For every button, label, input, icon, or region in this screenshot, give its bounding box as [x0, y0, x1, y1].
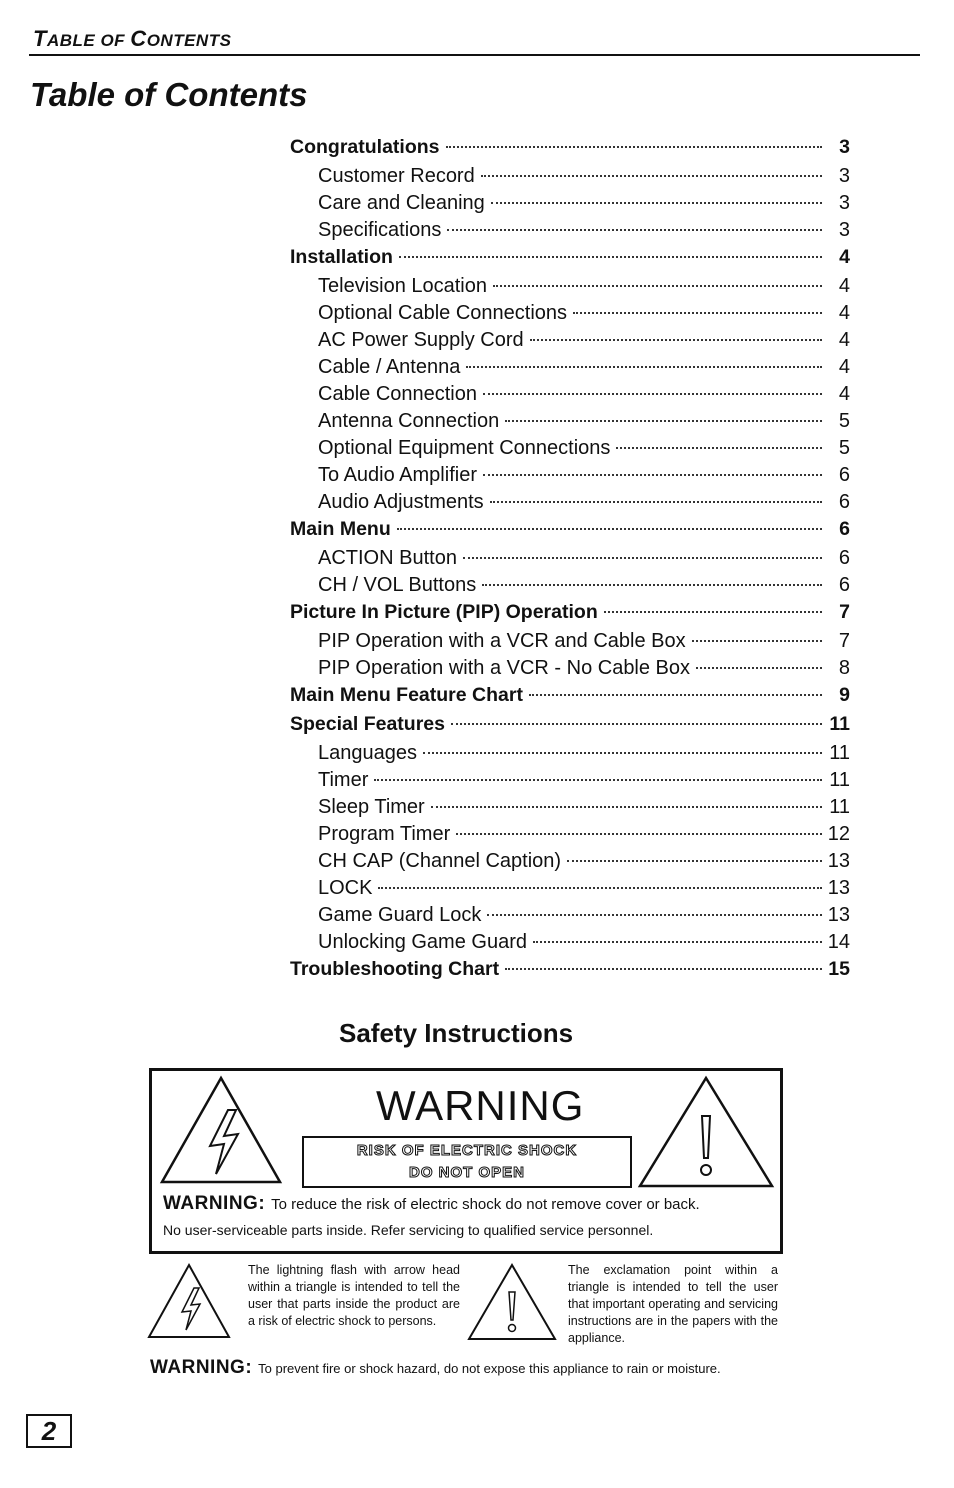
toc-entry-page: 3 — [838, 192, 850, 214]
running-header — [33, 26, 231, 52]
toc-entry — [290, 850, 850, 877]
lightning-note: The lightning flash with arrow head within a triangle is intended to tell the user that parts inside the product are a risk of electric shock to persons. — [248, 1263, 460, 1328]
toc-leader-dots — [493, 285, 822, 287]
toc-entry — [290, 742, 850, 769]
exclamation-note: The exclamation point within a triangle is intended to tell the user that important operating and servicing instructions are in the papers with the appliance. — [568, 1263, 778, 1345]
toc-leader-dots — [378, 887, 821, 889]
toc-leader-dots — [451, 723, 822, 725]
toc-entry — [290, 219, 850, 246]
toc-entry-title: Cable Connection — [318, 383, 477, 405]
toc-entry-title: Timer — [318, 769, 369, 791]
toc-entry-title: Main Menu Feature Chart — [290, 684, 523, 706]
toc-leader-dots — [530, 339, 822, 341]
toc-leader-dots — [696, 667, 822, 669]
toc-leader-dots — [604, 611, 822, 613]
toc-entry-page: 6 — [838, 574, 850, 596]
toc-leader-dots — [463, 557, 822, 559]
toc-leader-dots — [490, 501, 822, 503]
toc-entry — [290, 410, 850, 437]
toc-entry-title: Installation — [290, 246, 393, 268]
exclamation-triangle-icon — [636, 1074, 776, 1190]
toc-leader-dots — [567, 860, 822, 862]
toc-entry-page: 6 — [838, 464, 850, 486]
toc-leader-dots — [482, 584, 822, 586]
toc-entry — [290, 165, 850, 192]
toc-entry — [290, 437, 850, 464]
toc-entry-page: 4 — [838, 329, 850, 351]
toc-entry — [290, 630, 850, 657]
header-rest-1: ABLE OF — [46, 31, 131, 50]
toc-entry-title: Languages — [318, 742, 417, 764]
warning-text-2: No user-serviceable parts inside. Refer servicing to qualified service personnel. — [163, 1222, 654, 1238]
toc-entry-title: Picture In Picture (PIP) Operation — [290, 601, 598, 623]
toc-leader-dots — [616, 447, 822, 449]
header-cap-1: T — [33, 26, 47, 51]
toc-entry-page: 11 — [829, 742, 850, 764]
toc-entry-title: Care and Cleaning — [318, 192, 485, 214]
toc-leader-dots — [397, 528, 822, 530]
toc-entry-page: 13 — [827, 904, 850, 926]
toc-entry-title: Special Features — [290, 713, 445, 735]
toc-leader-dots — [529, 694, 822, 696]
toc-entry-title: ACTION Button — [318, 547, 457, 569]
toc-leader-dots — [456, 833, 822, 835]
header-cap-2: C — [130, 26, 147, 51]
toc-leader-dots — [447, 229, 822, 231]
bottom-warning — [150, 1357, 721, 1379]
toc-entry — [290, 574, 850, 601]
toc-leader-dots — [483, 474, 822, 476]
toc-entry-title: Television Location — [318, 275, 487, 297]
toc-leader-dots — [533, 941, 822, 943]
page-number: 2 — [26, 1414, 72, 1448]
toc-entry — [290, 383, 850, 410]
toc-entry — [290, 684, 850, 713]
toc-entry-title: Cable / Antenna — [318, 356, 461, 378]
toc-entry-page: 3 — [839, 136, 850, 158]
toc-entry — [290, 464, 850, 491]
warning-label: WARNING: — [163, 1193, 266, 1214]
toc-entry-page: 5 — [838, 410, 850, 432]
toc-entry — [290, 931, 850, 958]
toc-entry-page: 13 — [827, 877, 850, 899]
safety-title: Safety Instructions — [339, 1018, 574, 1048]
bottom-warning-text: To prevent fire or shock hazard, do not expose this appliance to rain or moisture. — [258, 1361, 721, 1376]
toc-entry-page: 4 — [838, 302, 850, 324]
warning-heading: WARNING — [376, 1082, 585, 1129]
toc-leader-dots — [487, 914, 821, 916]
toc-entry-page: 12 — [827, 823, 850, 845]
toc-entry-page: 11 — [829, 713, 850, 735]
toc-entry-page: 14 — [827, 931, 850, 953]
toc-leader-dots — [573, 312, 822, 314]
toc-entry-title: Antenna Connection — [318, 410, 500, 432]
toc-entry — [290, 136, 850, 165]
toc-entry-page: 8 — [838, 657, 850, 679]
toc-entry — [290, 518, 850, 547]
toc-entry — [290, 192, 850, 219]
toc-entry-page: 7 — [839, 601, 850, 623]
toc-entry — [290, 796, 850, 823]
toc-entry — [290, 491, 850, 518]
toc-entry-page: 4 — [839, 246, 850, 268]
toc-entry-title: CH / VOL Buttons — [318, 574, 477, 596]
bottom-warning-label: WARNING: — [150, 1357, 253, 1378]
toc-entry-page: 13 — [827, 850, 850, 872]
small-exclamation-triangle-icon — [466, 1262, 558, 1342]
risk-line-1: RISK OF ELECTRIC SHOCK — [356, 1142, 578, 1159]
toc-entry-title: Congratulations — [290, 136, 440, 158]
toc-leader-dots — [481, 175, 822, 177]
toc-entry-title: Optional Cable Connections — [318, 302, 568, 324]
toc-leader-dots — [446, 146, 823, 148]
toc-entry-title: Sleep Timer — [318, 796, 425, 818]
toc-entry-title: AC Power Supply Cord — [318, 329, 524, 351]
toc-entry — [290, 877, 850, 904]
toc-entry-page: 6 — [839, 518, 850, 540]
toc-leader-dots — [423, 752, 822, 754]
toc-entry — [290, 958, 850, 987]
toc-leader-dots — [466, 366, 822, 368]
toc-entry-title: Main Menu — [290, 518, 391, 540]
toc-list — [290, 136, 850, 987]
toc-entry — [290, 823, 850, 850]
page-title: Table of Contents — [30, 76, 308, 113]
toc-entry-title: PIP Operation with a VCR and Cable Box — [318, 630, 686, 652]
toc-entry-page: 7 — [838, 630, 850, 652]
toc-entry-title: PIP Operation with a VCR - No Cable Box — [318, 657, 691, 679]
toc-entry — [290, 904, 850, 931]
toc-entry — [290, 547, 850, 574]
warning-line-1 — [163, 1193, 700, 1215]
toc-leader-dots — [505, 968, 822, 970]
toc-entry-title: To Audio Amplifier — [318, 464, 477, 486]
toc-entry-page: 6 — [838, 491, 850, 513]
toc-entry-page: 15 — [828, 958, 850, 980]
toc-entry-page: 9 — [839, 684, 850, 706]
toc-entry-title: Audio Adjustments — [318, 491, 484, 513]
toc-entry-page: 5 — [838, 437, 850, 459]
toc-leader-dots — [399, 256, 822, 258]
toc-entry — [290, 601, 850, 630]
toc-entry — [290, 302, 850, 329]
toc-entry-page: 3 — [838, 219, 850, 241]
toc-entry-page: 4 — [838, 275, 850, 297]
warning-text-1: To reduce the risk of electric shock do not remove cover or back. — [271, 1196, 700, 1213]
toc-entry-title: LOCK — [318, 877, 373, 899]
toc-leader-dots — [483, 393, 822, 395]
toc-entry-page: 4 — [838, 356, 850, 378]
toc-entry-title: Troubleshooting Chart — [290, 958, 500, 980]
toc-entry-page: 11 — [829, 796, 850, 818]
small-lightning-triangle-icon — [146, 1262, 232, 1340]
toc-entry-title: Customer Record — [318, 165, 475, 187]
toc-entry-title: Game Guard Lock — [318, 904, 482, 926]
toc-entry-page: 4 — [838, 383, 850, 405]
header-rest-2: ONTENTS — [146, 31, 232, 50]
toc-entry-title: Optional Equipment Connections — [318, 437, 611, 459]
toc-entry-title: Specifications — [318, 219, 442, 241]
header-rule — [29, 54, 920, 56]
toc-entry-page: 3 — [838, 165, 850, 187]
toc-entry — [290, 356, 850, 383]
toc-entry — [290, 246, 850, 275]
toc-entry — [290, 769, 850, 796]
toc-entry — [290, 329, 850, 356]
toc-leader-dots — [491, 202, 822, 204]
toc-entry-page: 6 — [838, 547, 850, 569]
toc-entry-page: 11 — [829, 769, 850, 791]
risk-of-shock-label — [302, 1136, 632, 1188]
lightning-triangle-icon — [158, 1074, 284, 1186]
toc-leader-dots — [505, 420, 822, 422]
risk-line-2: DO NOT OPEN — [408, 1164, 525, 1181]
toc-entry-title: CH CAP (Channel Caption) — [318, 850, 562, 872]
toc-entry — [290, 657, 850, 684]
toc-leader-dots — [374, 779, 822, 781]
toc-leader-dots — [431, 806, 822, 808]
toc-leader-dots — [692, 640, 822, 642]
toc-entry — [290, 275, 850, 302]
toc-entry-title: Program Timer — [318, 823, 451, 845]
toc-entry-title: Unlocking Game Guard — [318, 931, 527, 953]
toc-entry — [290, 713, 850, 742]
